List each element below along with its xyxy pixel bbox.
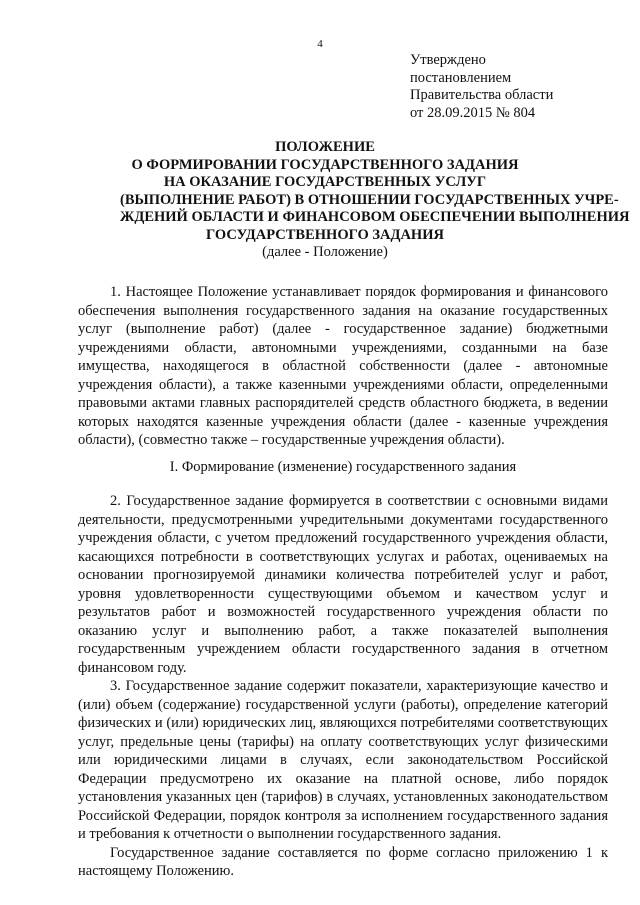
approval-line-date-number: от 28.09.2015 № 804 — [410, 104, 536, 121]
title-line: (ВЫПОЛНЕНИЕ РАБОТ) В ОТНОШЕНИИ ГОСУДАРСТВЕННЫХ УЧРЕ- — [120, 191, 619, 208]
paragraph-3: 3. Государственное задание содержит показатели, характеризующие качество и (или) объем (содержание) государственной услуги (работы), определение категорий физических и (или) юридических лиц, являющихся потребителями соответствующих услуг, предельные цены (тарифы) на оплату соответствующих услуг физическими или юридическими лицами в случаях, если законодательством Российской Федерации предусмотрено их оказание на платной основе, либо порядок установления указанных цен (тарифов) в случаях, установленных законодательством Российской Федерации, порядок контроля за исполнением государственного задания и требования к отчетности о выполнении государственного задания. — [78, 678, 608, 842]
title-line: ЖДЕНИЙ ОБЛАСТИ И ФИНАНСОВОМ ОБЕСПЕЧЕНИИ ВЫПОЛНЕНИЯ — [120, 209, 630, 225]
approval-line-government: Правительства области — [410, 87, 554, 103]
approval-line-resolution: постановлением — [410, 69, 512, 86]
section-heading: I. Формирование (изменение) государственного задания — [169, 459, 517, 475]
title-line: ПОЛОЖЕНИЕ — [275, 139, 375, 155]
title-line: НА ОКАЗАНИЕ ГОСУДАРСТВЕННЫХ УСЛУГ — [163, 174, 487, 190]
title-note: (далее - Положение) — [262, 244, 388, 260]
document-title — [120, 139, 630, 262]
approval-stamp — [410, 52, 625, 122]
paragraph-1-block — [78, 283, 608, 450]
paragraph-1: 1. Настоящее Положение устанавливает порядок формирования и финансового обеспечения выполнения государственного задания на оказание государственных услуг (выполнение работ) (далее - государственное задание) бюджетными учреждениями области, автономными учреждениями, созданными на базе имущества, находящегося в областной собственности (далее - автономные учреждения области), а также казенными учреждениями области, определенными правовыми актами главных распорядителей средств областного бюджета, в ведении которых находятся казенные учреждения области (далее - казенные учреждения области), (совместно также – государственные учреждения области). — [78, 284, 608, 448]
title-line: О ФОРМИРОВАНИИ ГОСУДАРСТВЕННОГО ЗАДАНИЯ — [131, 156, 519, 173]
page-number: 4 — [317, 38, 323, 50]
paragraph-4: Государственное задание составляется по форме согласно приложению 1 к настоящему Положению. — [78, 844, 608, 879]
section-1-body — [78, 492, 608, 881]
paragraph-2: 2. Государственное задание формируется в соответствии с основными видами деятельности, предусмотренными учредительными документами государственного учреждения области, с учетом предложений государственного учреждения области, касающихся потребности в соответствующих услугах и работах, оцениваемых на основании прогнозируемой динамики количества потребителей услуг и работ, уровня удовлетворенности существующими объемом и качеством услуг и результатов работ и возможностей государственного учреждения области по оказанию услуг и выполнению работ, а также показателей выполнения государственным учреждением области государственного задания в отчетном финансовом году. — [78, 493, 608, 676]
approval-line-approved: Утверждено — [410, 52, 486, 68]
title-line: ГОСУДАРСТВЕННОГО ЗАДАНИЯ — [206, 226, 444, 243]
